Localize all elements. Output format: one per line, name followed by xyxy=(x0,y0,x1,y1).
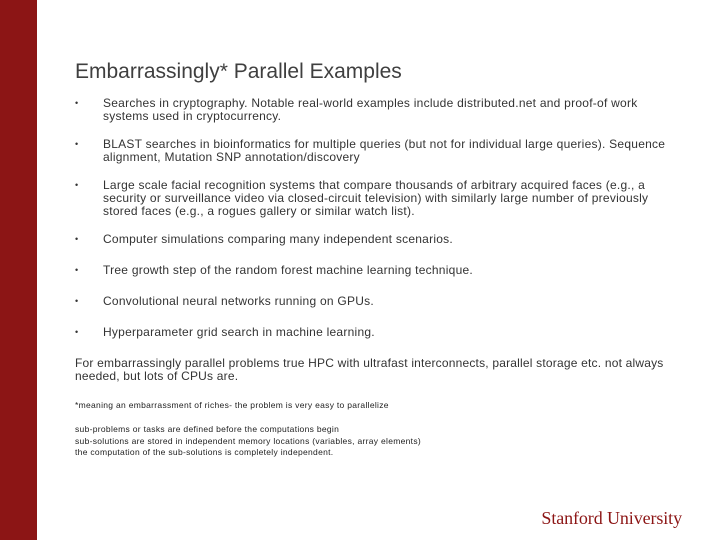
footnote: *meaning an embarrassment of riches- the problem is very easy to parallelize xyxy=(75,400,389,410)
bullet-item xyxy=(75,97,685,123)
bullet-item xyxy=(75,138,685,164)
bullet-text: Large scale facial recognition systems that compare thousands of arbitrary acquired faces (e.g., a security or surveillance video via closed-circuit television) with similarly large number of previously stored faces (e.g., a rogues gallery or similar watch list). xyxy=(103,178,649,218)
summary-paragraph: For embarrassingly parallel problems true HPC with ultrafast interconnects, parallel storage etc. not always needed, but lots of CPUs are. xyxy=(75,356,664,383)
bullet-marker: • xyxy=(75,234,79,244)
bullet-text: BLAST searches in bioinformatics for multiple queries (but not for individual large queries). Sequence alignment, Mutation SNP annotation/discovery xyxy=(103,137,666,164)
bullet-item xyxy=(75,326,685,339)
bullet-marker: • xyxy=(75,327,79,337)
bullet-list xyxy=(75,97,685,339)
bullet-marker: • xyxy=(75,180,79,190)
bullet-marker: • xyxy=(75,296,79,306)
bullet-marker: • xyxy=(75,265,79,275)
sidebar-accent-bar xyxy=(0,0,37,540)
stanford-logo: Stanford University xyxy=(541,508,682,528)
bullet-item xyxy=(75,179,685,218)
bullet-item xyxy=(75,264,685,277)
definition-line: the computation of the sub-solutions is completely independent. xyxy=(75,447,334,457)
bullet-text: Convolutional neural networks running on GPUs. xyxy=(103,294,374,308)
bullet-item xyxy=(75,295,685,308)
definition-line: sub-problems or tasks are defined before the computations begin xyxy=(75,424,340,434)
bullet-text: Hyperparameter grid search in machine learning. xyxy=(103,325,375,339)
definition-line: sub-solutions are stored in independent memory locations (variables, array elements) xyxy=(75,435,421,446)
bullet-text: Computer simulations comparing many independent scenarios. xyxy=(103,232,454,246)
bullet-item xyxy=(75,233,685,246)
slide-title: Embarrassingly* Parallel Examples xyxy=(75,60,402,83)
bullet-marker: • xyxy=(75,139,79,149)
bullet-marker: • xyxy=(75,98,79,108)
bullet-text: Tree growth step of the random forest machine learning technique. xyxy=(103,263,474,277)
bullet-text: Searches in cryptography. Notable real-world examples include distributed.net and proof-of work systems used in cryptocurrency. xyxy=(103,96,638,123)
